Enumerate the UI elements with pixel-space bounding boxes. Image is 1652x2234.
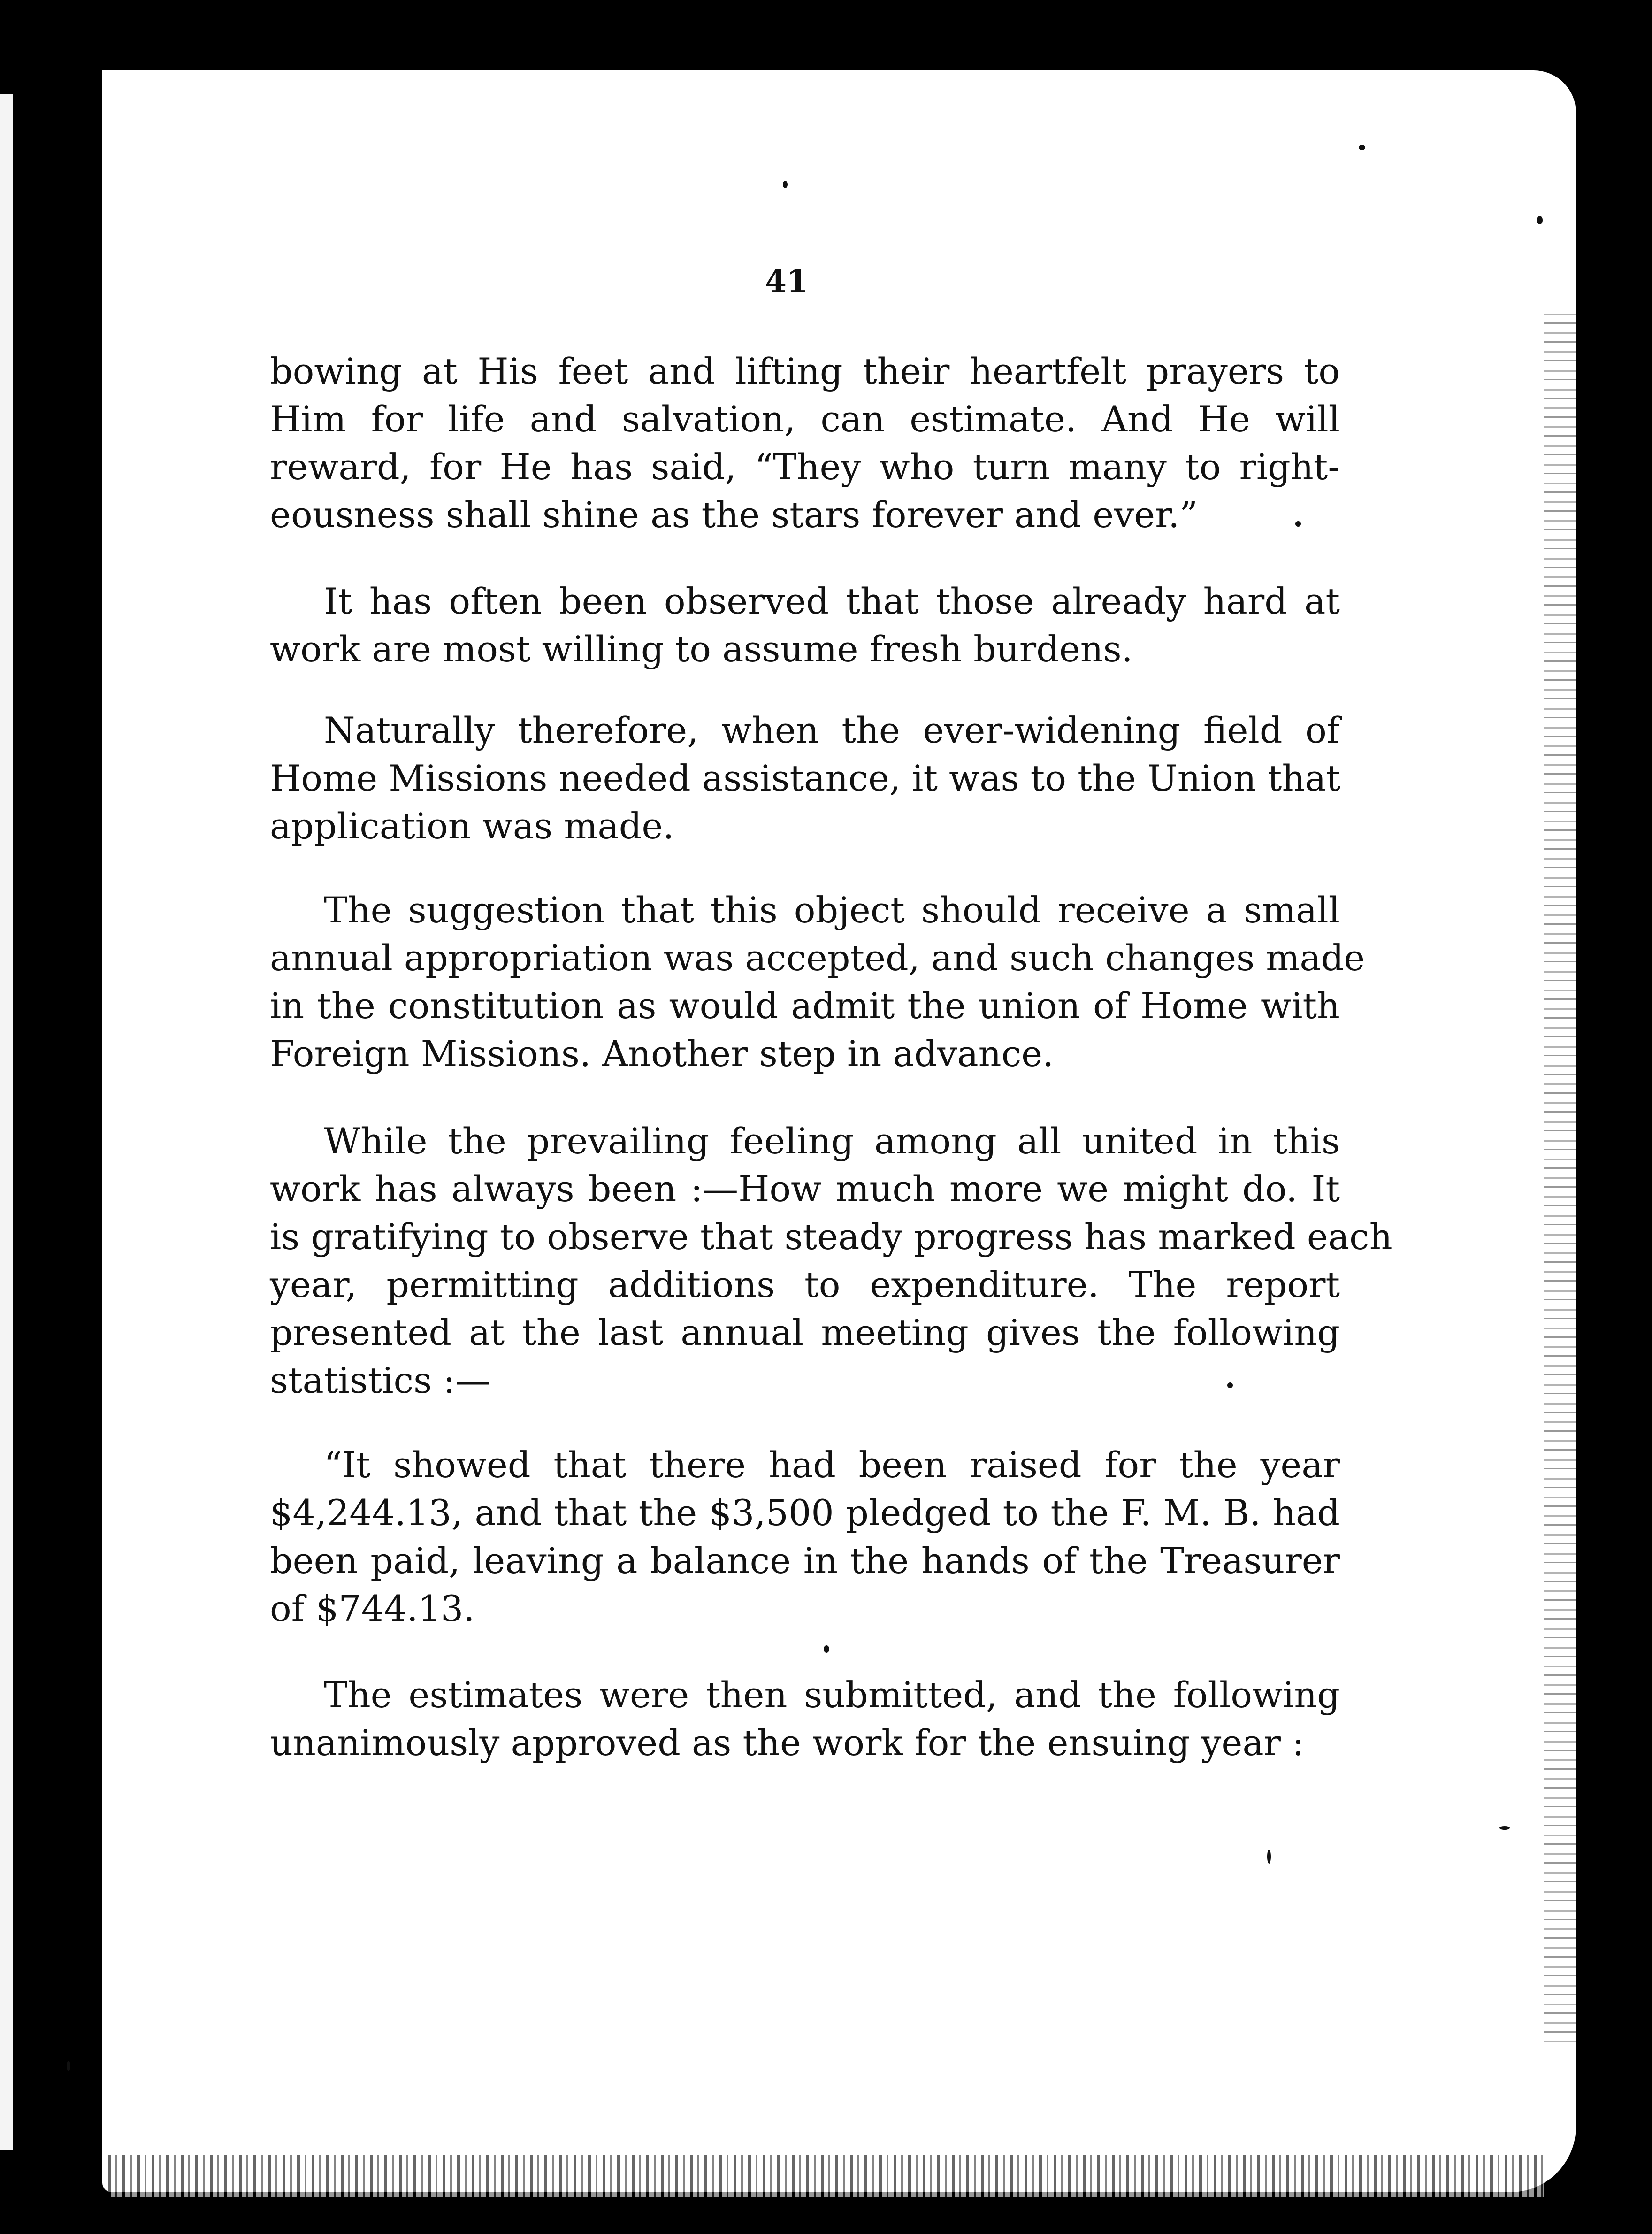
text-line: “It showed that there had been raised for the year	[324, 1444, 1340, 1486]
paragraph-7	[270, 1671, 1340, 1767]
text-line: Home Missions needed assistance, it was to the Union that	[270, 757, 1341, 799]
page-number: 41	[765, 263, 808, 299]
text-line: been paid, leaving a balance in the hands of the Treasurer	[270, 1540, 1340, 1581]
text-line: Naturally therefore, when the ever-widening field of	[324, 709, 1340, 751]
scan-speck	[824, 1645, 829, 1653]
text-line: bowing at His feet and lifting their heartfelt prayers to	[270, 350, 1340, 392]
text-line: While the prevailing feeling among all united in this	[324, 1120, 1340, 1162]
left-gutter	[13, 84, 102, 2197]
paragraph-3	[270, 706, 1340, 850]
page-bottom-edge	[108, 2155, 1544, 2197]
text-line: eousness shall shine as the stars forever and ever.”	[270, 494, 1198, 536]
text-line: of $744.13.	[270, 1588, 475, 1629]
text-line: Foreign Missions. Another step in advance.	[270, 1033, 1054, 1075]
scan-speck	[1227, 1382, 1233, 1388]
text-line: $4,244.13, and that the $3,500 pledged to the F. M. B. had	[270, 1492, 1340, 1534]
paragraph-6	[270, 1441, 1340, 1633]
paragraph-2	[270, 577, 1340, 673]
scan-speck	[1359, 145, 1365, 150]
text-line: The suggestion that this object should receive a small	[324, 889, 1340, 931]
scan-speck	[1499, 1826, 1510, 1830]
scan-speck	[783, 181, 788, 188]
paragraph-1	[270, 347, 1340, 539]
paragraph-5	[270, 1117, 1392, 1405]
scan-speck	[67, 2061, 70, 2071]
text-line: is gratifying to observe that steady progress has marked each	[270, 1216, 1392, 1258]
text-line: annual appropriation was accepted, and such changes made	[270, 937, 1365, 979]
text-line: statistics :—	[270, 1359, 491, 1401]
text-line: unanimously approved as the work for the ensuing year :	[270, 1722, 1304, 1764]
scan-speck	[1537, 216, 1543, 224]
text-line: Him for life and salvation, can estimate. And He will	[270, 398, 1340, 440]
text-line: presented at the last annual meeting gives the following	[270, 1312, 1340, 1353]
text-line: work has always been :—How much more we might do. It	[270, 1168, 1340, 1210]
text-line: reward, for He has said, “They who turn many to right-	[270, 446, 1340, 488]
text-line: It has often been observed that those already hard at	[324, 580, 1340, 622]
text-line: work are most willing to assume fresh burdens.	[270, 628, 1133, 670]
page-right-edge	[1544, 305, 1576, 2042]
scan-speck	[1267, 1850, 1271, 1864]
text-line: in the constitution as would admit the union of Home with	[270, 985, 1340, 1027]
paragraph-4	[270, 886, 1365, 1078]
text-line: year, permitting additions to expenditure. The report	[270, 1264, 1340, 1305]
text-line: application was made.	[270, 805, 674, 847]
text-line: The estimates were then submitted, and the following	[324, 1674, 1340, 1716]
scan-speck	[1295, 521, 1301, 527]
left-edge-strip	[0, 94, 13, 2150]
